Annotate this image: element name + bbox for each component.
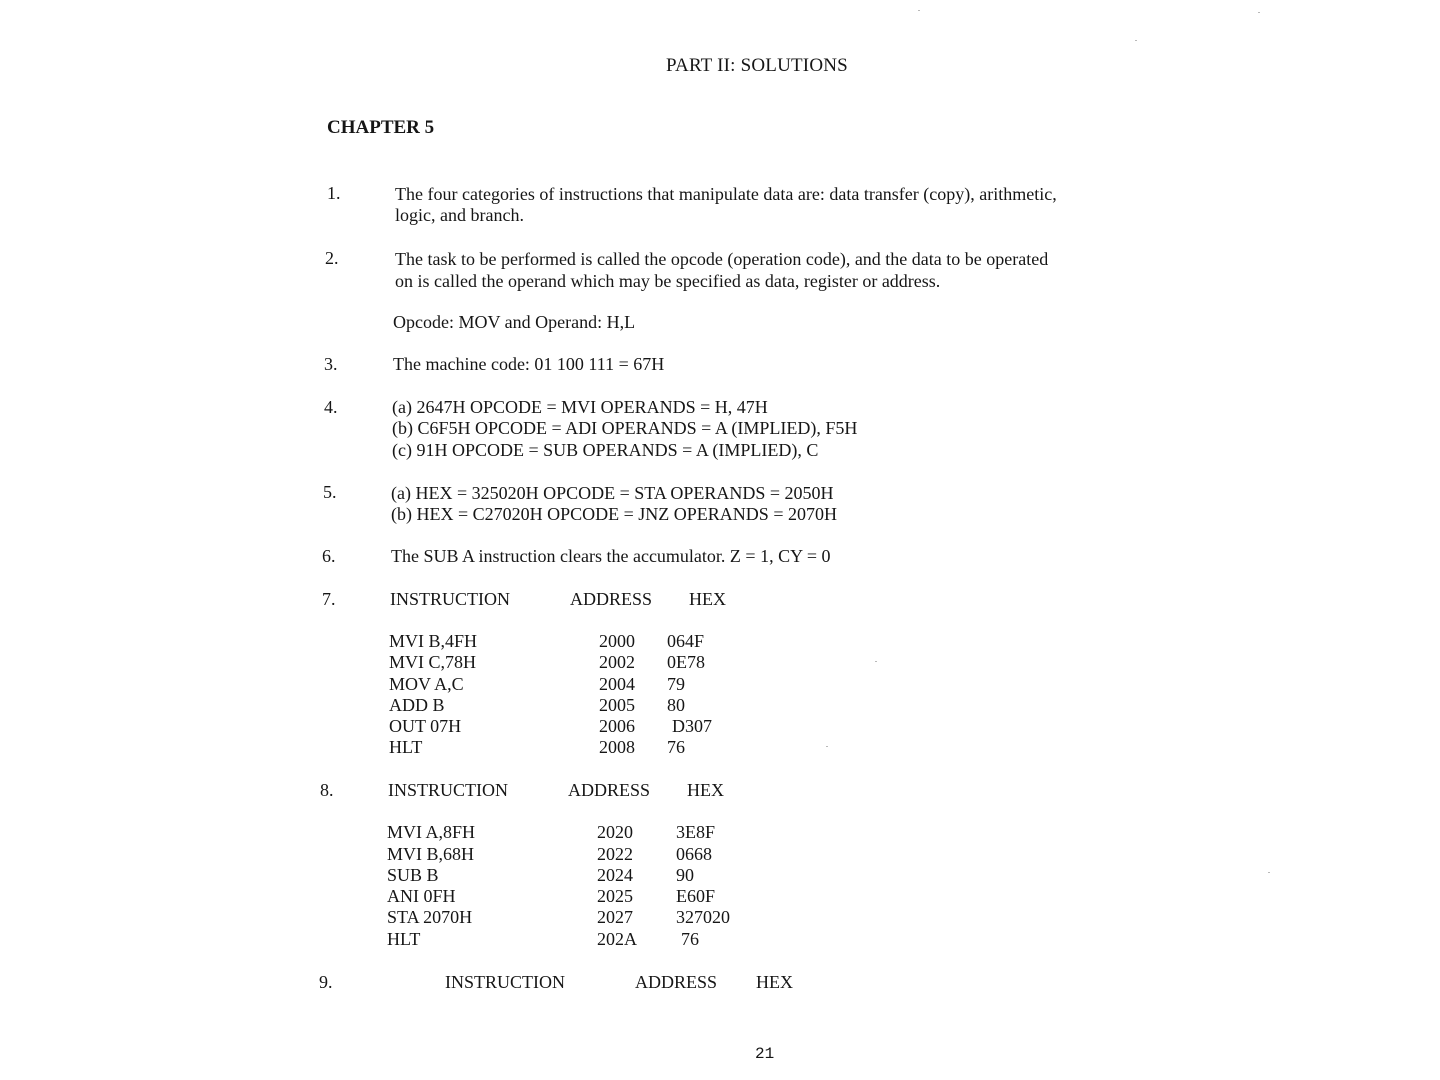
table-header-address: ADDRESS	[635, 972, 718, 992]
item-extra-text: Opcode: MOV and Operand: H,L	[393, 312, 636, 332]
instruction-cell: STA 2070H	[387, 907, 473, 927]
item-number: 9.	[319, 972, 333, 992]
item-number: 6.	[322, 546, 336, 566]
hex-cell: 3E8F	[676, 822, 716, 842]
instruction-cell: OUT 07H	[389, 716, 462, 736]
hex-cell: 0E78	[667, 652, 705, 672]
item-text-line: (b) C6F5H OPCODE = ADI OPERANDS = A (IMPLIED), F5H	[392, 418, 858, 438]
address-cell: 2022	[597, 844, 633, 864]
instruction-cell: MVI B,68H	[387, 844, 475, 864]
page-number: 21	[755, 1045, 775, 1063]
item-text-line: (c) 91H OPCODE = SUB OPERANDS = A (IMPLIED), C	[392, 440, 819, 460]
hex-cell: D307	[672, 716, 712, 736]
item-number: 4.	[324, 397, 338, 417]
scan-speck	[1135, 40, 1137, 41]
address-cell: 2005	[599, 695, 635, 715]
table-header-hex: HEX	[689, 589, 726, 609]
address-cell: 2000	[599, 631, 635, 651]
instruction-cell: MVI C,78H	[389, 652, 477, 672]
item-number: 5.	[323, 482, 337, 502]
address-cell: 2006	[599, 716, 635, 736]
scan-speck	[1268, 872, 1270, 873]
item-text-line: (a) HEX = 325020H OPCODE = STA OPERANDS = 2050H	[391, 483, 834, 503]
item-number: 2.	[325, 248, 339, 268]
instruction-cell: HLT	[387, 929, 421, 949]
address-cell: 2027	[597, 907, 633, 927]
address-cell: 2008	[599, 737, 635, 757]
table-header-hex: HEX	[687, 780, 724, 800]
item-text-line: (a) 2647H OPCODE = MVI OPERANDS = H, 47H	[392, 397, 768, 417]
hex-cell: E60F	[676, 886, 716, 906]
hex-cell: 064F	[667, 631, 705, 651]
instruction-cell: HLT	[389, 737, 423, 757]
table-header-instruction: INSTRUCTION	[445, 972, 565, 992]
item-number: 8.	[320, 780, 334, 800]
address-cell: 2020	[597, 822, 633, 842]
table-header-address: ADDRESS	[570, 589, 653, 609]
item-text-line: (b) HEX = C27020H OPCODE = JNZ OPERANDS = 2070H	[391, 504, 837, 524]
hex-cell: 76	[681, 929, 699, 949]
item-text-line: The SUB A instruction clears the accumulator. Z = 1, CY = 0	[391, 546, 831, 566]
chapter-heading: CHAPTER 5	[327, 117, 435, 138]
item-number: 1.	[327, 183, 341, 203]
table-header-hex: HEX	[756, 972, 793, 992]
table-header-instruction: INSTRUCTION	[390, 589, 510, 609]
instruction-cell: MOV A,C	[389, 674, 464, 694]
table-header-instruction: INSTRUCTION	[388, 780, 508, 800]
item-text-line: The four categories of instructions that manipulate data are: data transfer (copy), arithmetic,	[395, 184, 1057, 204]
instruction-cell: ANI 0FH	[387, 886, 456, 906]
scan-speck	[1258, 12, 1260, 13]
address-cell: 2024	[597, 865, 633, 885]
item-text-line: on is called the operand which may be specified as data, register or address.	[395, 271, 941, 291]
scan-speck	[875, 661, 877, 662]
instruction-cell: MVI A,8FH	[387, 822, 476, 842]
item-text-line: The machine code: 01 100 111 = 67H	[393, 354, 665, 374]
address-cell: 2002	[599, 652, 635, 672]
hex-cell: 90	[676, 865, 694, 885]
part-title: PART II: SOLUTIONS	[666, 55, 848, 76]
address-cell: 202A	[597, 929, 637, 949]
hex-cell: 327020	[676, 907, 730, 927]
item-text-line: logic, and branch.	[395, 205, 524, 225]
item-number: 7.	[322, 589, 336, 609]
scan-speck	[826, 746, 828, 747]
instruction-cell: MVI B,4FH	[389, 631, 478, 651]
hex-cell: 0668	[676, 844, 712, 864]
item-text-line: The task to be performed is called the opcode (operation code), and the data to be operated	[395, 249, 1049, 269]
item-number: 3.	[324, 354, 338, 374]
address-cell: 2025	[597, 886, 633, 906]
hex-cell: 80	[667, 695, 685, 715]
address-cell: 2004	[599, 674, 635, 694]
table-header-address: ADDRESS	[568, 780, 651, 800]
scan-speck	[918, 10, 920, 11]
instruction-cell: ADD B	[389, 695, 445, 715]
hex-cell: 76	[667, 737, 685, 757]
hex-cell: 79	[667, 674, 685, 694]
instruction-cell: SUB B	[387, 865, 439, 885]
